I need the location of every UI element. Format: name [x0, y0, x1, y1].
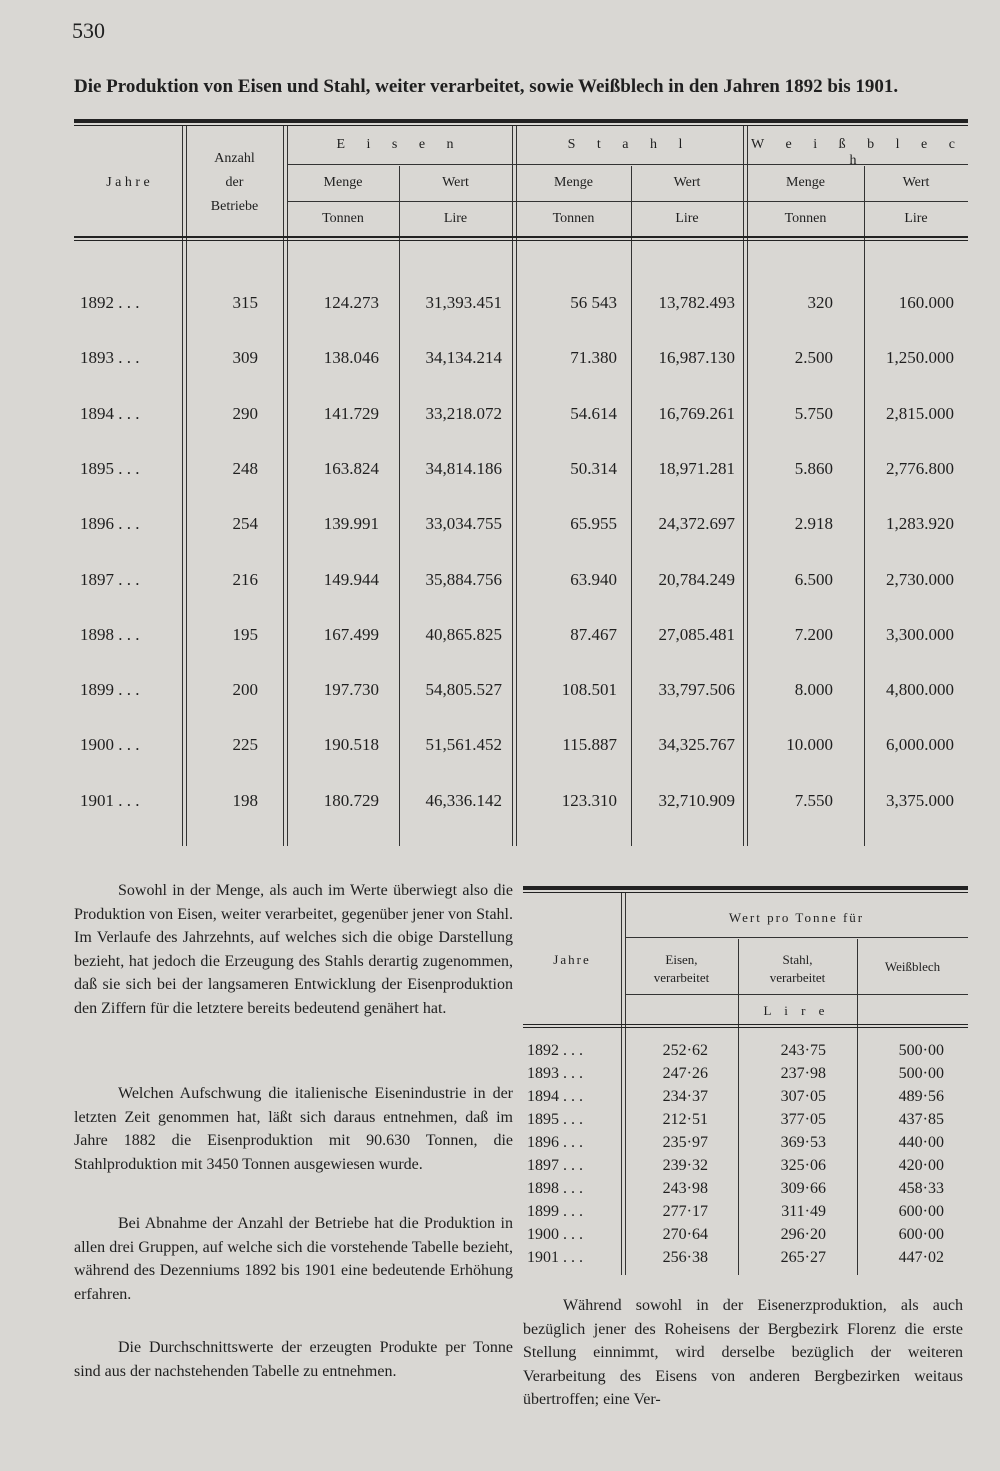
- year-cell: 1899 . . .: [80, 680, 140, 700]
- stahl-menge-cell: 87.467: [570, 624, 617, 644]
- paragraph-3: Bei Abnahme der Anzahl der Betriebe hat die Produktion in allen drei Gruppen, auf welche sich die vorstehende Tabelle bezieht, während des Dezenniums 1892 bis 1901 eine bedeutende Erhöhung erfahren.: [74, 1215, 513, 1303]
- weissblech-wert-cell: 1,250.000: [886, 348, 954, 368]
- eisen-menge-cell: 124.273: [323, 293, 379, 312]
- stahl-wert-cell: 27,085.481: [658, 624, 735, 644]
- header-eisen: E i s e n: [336, 137, 463, 152]
- t2-weissblech-cell: 440·00: [898, 1134, 944, 1151]
- t2-weissblech-cell: 420·00: [898, 1157, 944, 1174]
- weissblech-menge-cell: 10.000: [786, 735, 833, 755]
- betriebe-cell: 315: [232, 293, 258, 312]
- stahl-wert-cell: 34,325.767: [658, 735, 735, 755]
- paragraph-2: Welchen Aufschwung die italienische Eisenindustrie in der letzten Zeit genommen hat, läßt sich daraus entnehmen, daß im Jahre 1882 die Eisenproduktion mit 90.630 Tonnen, die Stahlproduktion mit 3450 Tonnen ausgewiesen wurde.: [74, 1085, 513, 1173]
- betriebe-cell: 216: [232, 569, 258, 589]
- t2-header-lire: L i r e: [763, 1003, 830, 1018]
- stahl-menge-cell: 63.940: [570, 569, 617, 589]
- header-anzahl: Anzahl: [214, 151, 255, 166]
- eisen-menge-cell: 163.824: [323, 458, 379, 478]
- header-lire: Lire: [904, 211, 928, 226]
- t2-eisen-cell: 256·38: [662, 1249, 708, 1266]
- t2-stahl-cell: 296·20: [780, 1226, 826, 1243]
- eisen-wert-cell: 40,865.825: [425, 624, 502, 644]
- stahl-menge-cell: 54.614: [570, 403, 617, 423]
- t2-stahl-cell: 307·05: [780, 1088, 826, 1105]
- eisen-menge-cell: 138.046: [323, 348, 379, 368]
- betriebe-cell: 200: [232, 680, 258, 700]
- t2-weissblech-cell: 500·00: [898, 1065, 944, 1082]
- t2-stahl-cell: 265·27: [780, 1249, 826, 1266]
- year-cell: 1896 . . .: [80, 514, 140, 534]
- stahl-wert-cell: 32,710.909: [658, 790, 735, 810]
- header-wert: Wert: [902, 175, 930, 190]
- header-der: der: [225, 175, 244, 190]
- weissblech-menge-cell: 6.500: [794, 569, 833, 589]
- t2-year-cell: 1896 . . .: [527, 1134, 583, 1151]
- t2-weissblech-cell: 489·56: [898, 1088, 944, 1105]
- t2-header-eisen: Eisen,: [665, 952, 698, 967]
- t2-header-eisen-verarbeitet: verarbeitet: [653, 970, 710, 985]
- eisen-wert-cell: 31,393.451: [425, 293, 502, 312]
- year-cell: 1894 . . .: [80, 403, 140, 423]
- table-top-rule: [74, 119, 968, 123]
- t2-stahl-cell: 369·53: [780, 1134, 826, 1151]
- stahl-menge-cell: 71.380: [570, 348, 617, 368]
- t2-eisen-cell: 234·37: [662, 1088, 708, 1105]
- weissblech-menge-cell: 2.918: [794, 514, 833, 534]
- page-number: 530: [72, 18, 105, 43]
- eisen-menge-cell: 149.944: [323, 569, 379, 589]
- t2-year-cell: 1899 . . .: [527, 1203, 583, 1220]
- weissblech-menge-cell: 320: [807, 293, 833, 312]
- weissblech-wert-cell: 6,000.000: [886, 735, 954, 755]
- stahl-wert-cell: 20,784.249: [658, 569, 735, 589]
- stahl-menge-cell: 123.310: [561, 790, 617, 810]
- year-cell: 1900 . . .: [80, 735, 140, 755]
- t2-stahl-cell: 377·05: [780, 1111, 826, 1128]
- paragraph-1: Sowohl in der Menge, als auch im Werte überwiegt also die Produktion von Eisen, weiter verarbeitet, gegenüber jener von Stahl. Im Verlaufe des Jahrzehnts, auf welches sich die obige Darstellung bezieht, hat jedoch die Erzeugung des Stahls derartig zugenommen, daß sie sich bei der langsameren Entwicklung der Eisenproduktion den Ziffern für die letztere bereits bedeutend genähert hat.: [74, 882, 513, 1017]
- header-jahre: J a h r e: [106, 175, 150, 190]
- header-lire: Lire: [443, 211, 468, 226]
- t2-eisen-cell: 252·62: [662, 1042, 708, 1059]
- t2-year-cell: 1895 . . .: [527, 1111, 583, 1128]
- t2-eisen-cell: 239·32: [662, 1157, 708, 1174]
- t2-year-cell: 1894 . . .: [527, 1088, 583, 1105]
- header-stahl: S t a h l: [567, 137, 692, 152]
- eisen-menge-cell: 197.730: [323, 680, 379, 700]
- header-menge: Menge: [323, 175, 363, 190]
- t2-year-cell: 1892 . . .: [527, 1042, 583, 1059]
- header-weissblech: W e i ß b l e c h: [751, 137, 964, 168]
- t2-stahl-cell: 311·49: [781, 1203, 826, 1220]
- header-lire: Lire: [675, 211, 699, 226]
- t2-weissblech-cell: 458·33: [898, 1180, 944, 1197]
- t2-header-weissblech: Weißblech: [884, 959, 941, 974]
- t2-eisen-cell: 243·98: [662, 1180, 708, 1197]
- t2-year-cell: 1901 . . .: [527, 1249, 583, 1266]
- year-cell: 1898 . . .: [80, 624, 140, 644]
- t2-weissblech-cell: 600·00: [898, 1203, 944, 1220]
- header-wert: Wert: [442, 175, 469, 190]
- header-menge: Menge: [786, 175, 825, 190]
- table-top-rule-thin: [74, 125, 968, 126]
- betriebe-cell: 248: [232, 458, 258, 478]
- weissblech-wert-cell: 4,800.000: [886, 680, 954, 700]
- t2-weissblech-cell: 600·00: [898, 1226, 944, 1243]
- stahl-menge-cell: 108.501: [561, 680, 617, 700]
- t2-header-wert: Wert pro Tonne für: [728, 910, 865, 925]
- year-cell: 1893 . . .: [80, 348, 140, 368]
- weissblech-wert-cell: 2,730.000: [886, 569, 954, 589]
- betriebe-cell: 290: [232, 403, 258, 423]
- eisen-wert-cell: 34,134.214: [425, 348, 502, 368]
- weissblech-wert-cell: 1,283.920: [886, 514, 954, 534]
- stahl-menge-cell: 56 543: [570, 293, 617, 312]
- betriebe-cell: 309: [232, 348, 258, 368]
- t2-eisen-cell: 270·64: [662, 1226, 708, 1243]
- weissblech-wert-cell: 160.000: [898, 293, 954, 312]
- eisen-wert-cell: 54,805.527: [425, 680, 502, 700]
- t2-eisen-cell: 277·17: [662, 1203, 708, 1220]
- t2-weissblech-cell: 500·00: [898, 1042, 944, 1059]
- eisen-wert-cell: 33,034.755: [425, 514, 502, 534]
- page-title: Die Produktion von Eisen und Stahl, weiter verarbeitet, sowie Weißblech in den Jahren 1892 bis 1901.: [74, 76, 899, 97]
- paragraph-4: Die Durchschnittswerte der erzeugten Produkte per Tonne sind aus der nachstehenden Tabelle zu entnehmen.: [74, 1339, 513, 1380]
- stahl-menge-cell: 115.887: [562, 735, 617, 755]
- header-tonnen: Tonnen: [552, 211, 595, 226]
- stahl-wert-cell: 33,797.506: [658, 680, 735, 700]
- weissblech-menge-cell: 7.550: [794, 790, 833, 810]
- t2-eisen-cell: 235·97: [662, 1134, 708, 1151]
- t2-year-cell: 1897 . . .: [527, 1157, 583, 1174]
- t2-stahl-cell: 309·66: [780, 1180, 826, 1197]
- year-cell: 1897 . . .: [80, 569, 140, 589]
- header-tonnen: Tonnen: [784, 211, 827, 226]
- weissblech-wert-cell: 3,300.000: [886, 624, 954, 644]
- t2-weissblech-cell: 437·85: [898, 1111, 944, 1128]
- stahl-wert-cell: 18,971.281: [658, 458, 735, 478]
- t2-eisen-cell: 247·26: [662, 1065, 708, 1082]
- eisen-menge-cell: 139.991: [323, 514, 379, 534]
- weissblech-wert-cell: 2,815.000: [886, 403, 954, 423]
- eisen-wert-cell: 33,218.072: [425, 403, 502, 423]
- t2-year-cell: 1898 . . .: [527, 1180, 583, 1197]
- t2-weissblech-cell: 447·02: [898, 1249, 944, 1266]
- weissblech-menge-cell: 5.860: [794, 458, 833, 478]
- stahl-wert-cell: 16,987.130: [658, 348, 735, 368]
- eisen-menge-cell: 167.499: [323, 624, 379, 644]
- header-tonnen: Tonnen: [322, 211, 364, 226]
- betriebe-cell: 254: [232, 514, 258, 534]
- t2-stahl-cell: 325·06: [780, 1157, 826, 1174]
- header-menge: Menge: [554, 175, 593, 190]
- eisen-wert-cell: 46,336.142: [425, 790, 502, 810]
- stahl-menge-cell: 65.955: [570, 514, 617, 534]
- year-cell: 1901 . . .: [80, 790, 140, 810]
- eisen-menge-cell: 190.518: [323, 735, 379, 755]
- weissblech-menge-cell: 5.750: [794, 403, 833, 423]
- stahl-menge-cell: 50.314: [570, 458, 617, 478]
- t2-stahl-cell: 243·75: [780, 1042, 826, 1059]
- stahl-wert-cell: 13,782.493: [658, 293, 735, 312]
- t2-eisen-cell: 212·51: [662, 1111, 708, 1128]
- t2-header-stahl-verarbeitet: verarbeitet: [769, 970, 826, 985]
- eisen-menge-cell: 180.729: [323, 790, 379, 810]
- t2-header-jahre: Jahre: [553, 952, 591, 967]
- header-betriebe: Betriebe: [210, 199, 259, 214]
- t2-header-stahl: Stahl,: [782, 952, 813, 967]
- eisen-wert-cell: 51,561.452: [425, 735, 502, 755]
- weissblech-menge-cell: 8.000: [794, 680, 833, 700]
- year-cell: 1895 . . .: [80, 458, 140, 478]
- header-wert: Wert: [673, 175, 701, 190]
- weissblech-wert-cell: 2,776.800: [886, 458, 954, 478]
- stahl-wert-cell: 24,372.697: [658, 514, 735, 534]
- t2-year-cell: 1900 . . .: [527, 1226, 583, 1243]
- weissblech-menge-cell: 2.500: [794, 348, 833, 368]
- year-cell: 1892 . . .: [80, 293, 140, 312]
- stahl-wert-cell: 16,769.261: [658, 403, 735, 423]
- betriebe-cell: 198: [232, 790, 258, 810]
- betriebe-cell: 195: [232, 624, 258, 644]
- t2-year-cell: 1893 . . .: [527, 1065, 583, 1082]
- t2-stahl-cell: 237·98: [780, 1065, 826, 1082]
- right-paragraph: Während sowohl in der Eisenerzproduktion, als auch bezüglich jener des Roheisens der Bergbezirk Florenz die erste Stellung einnimmt, wird derselbe bezüglich der weiteren Verarbeitung des Eisens von anderen Bergbezirken weitaus übertroffen; eine Ver-: [523, 1297, 963, 1408]
- weissblech-menge-cell: 7.200: [794, 624, 833, 644]
- eisen-menge-cell: 141.729: [323, 403, 379, 423]
- weissblech-wert-cell: 3,375.000: [886, 790, 954, 810]
- eisen-wert-cell: 35,884.756: [425, 569, 502, 589]
- betriebe-cell: 225: [232, 735, 258, 755]
- eisen-wert-cell: 34,814.186: [425, 458, 502, 478]
